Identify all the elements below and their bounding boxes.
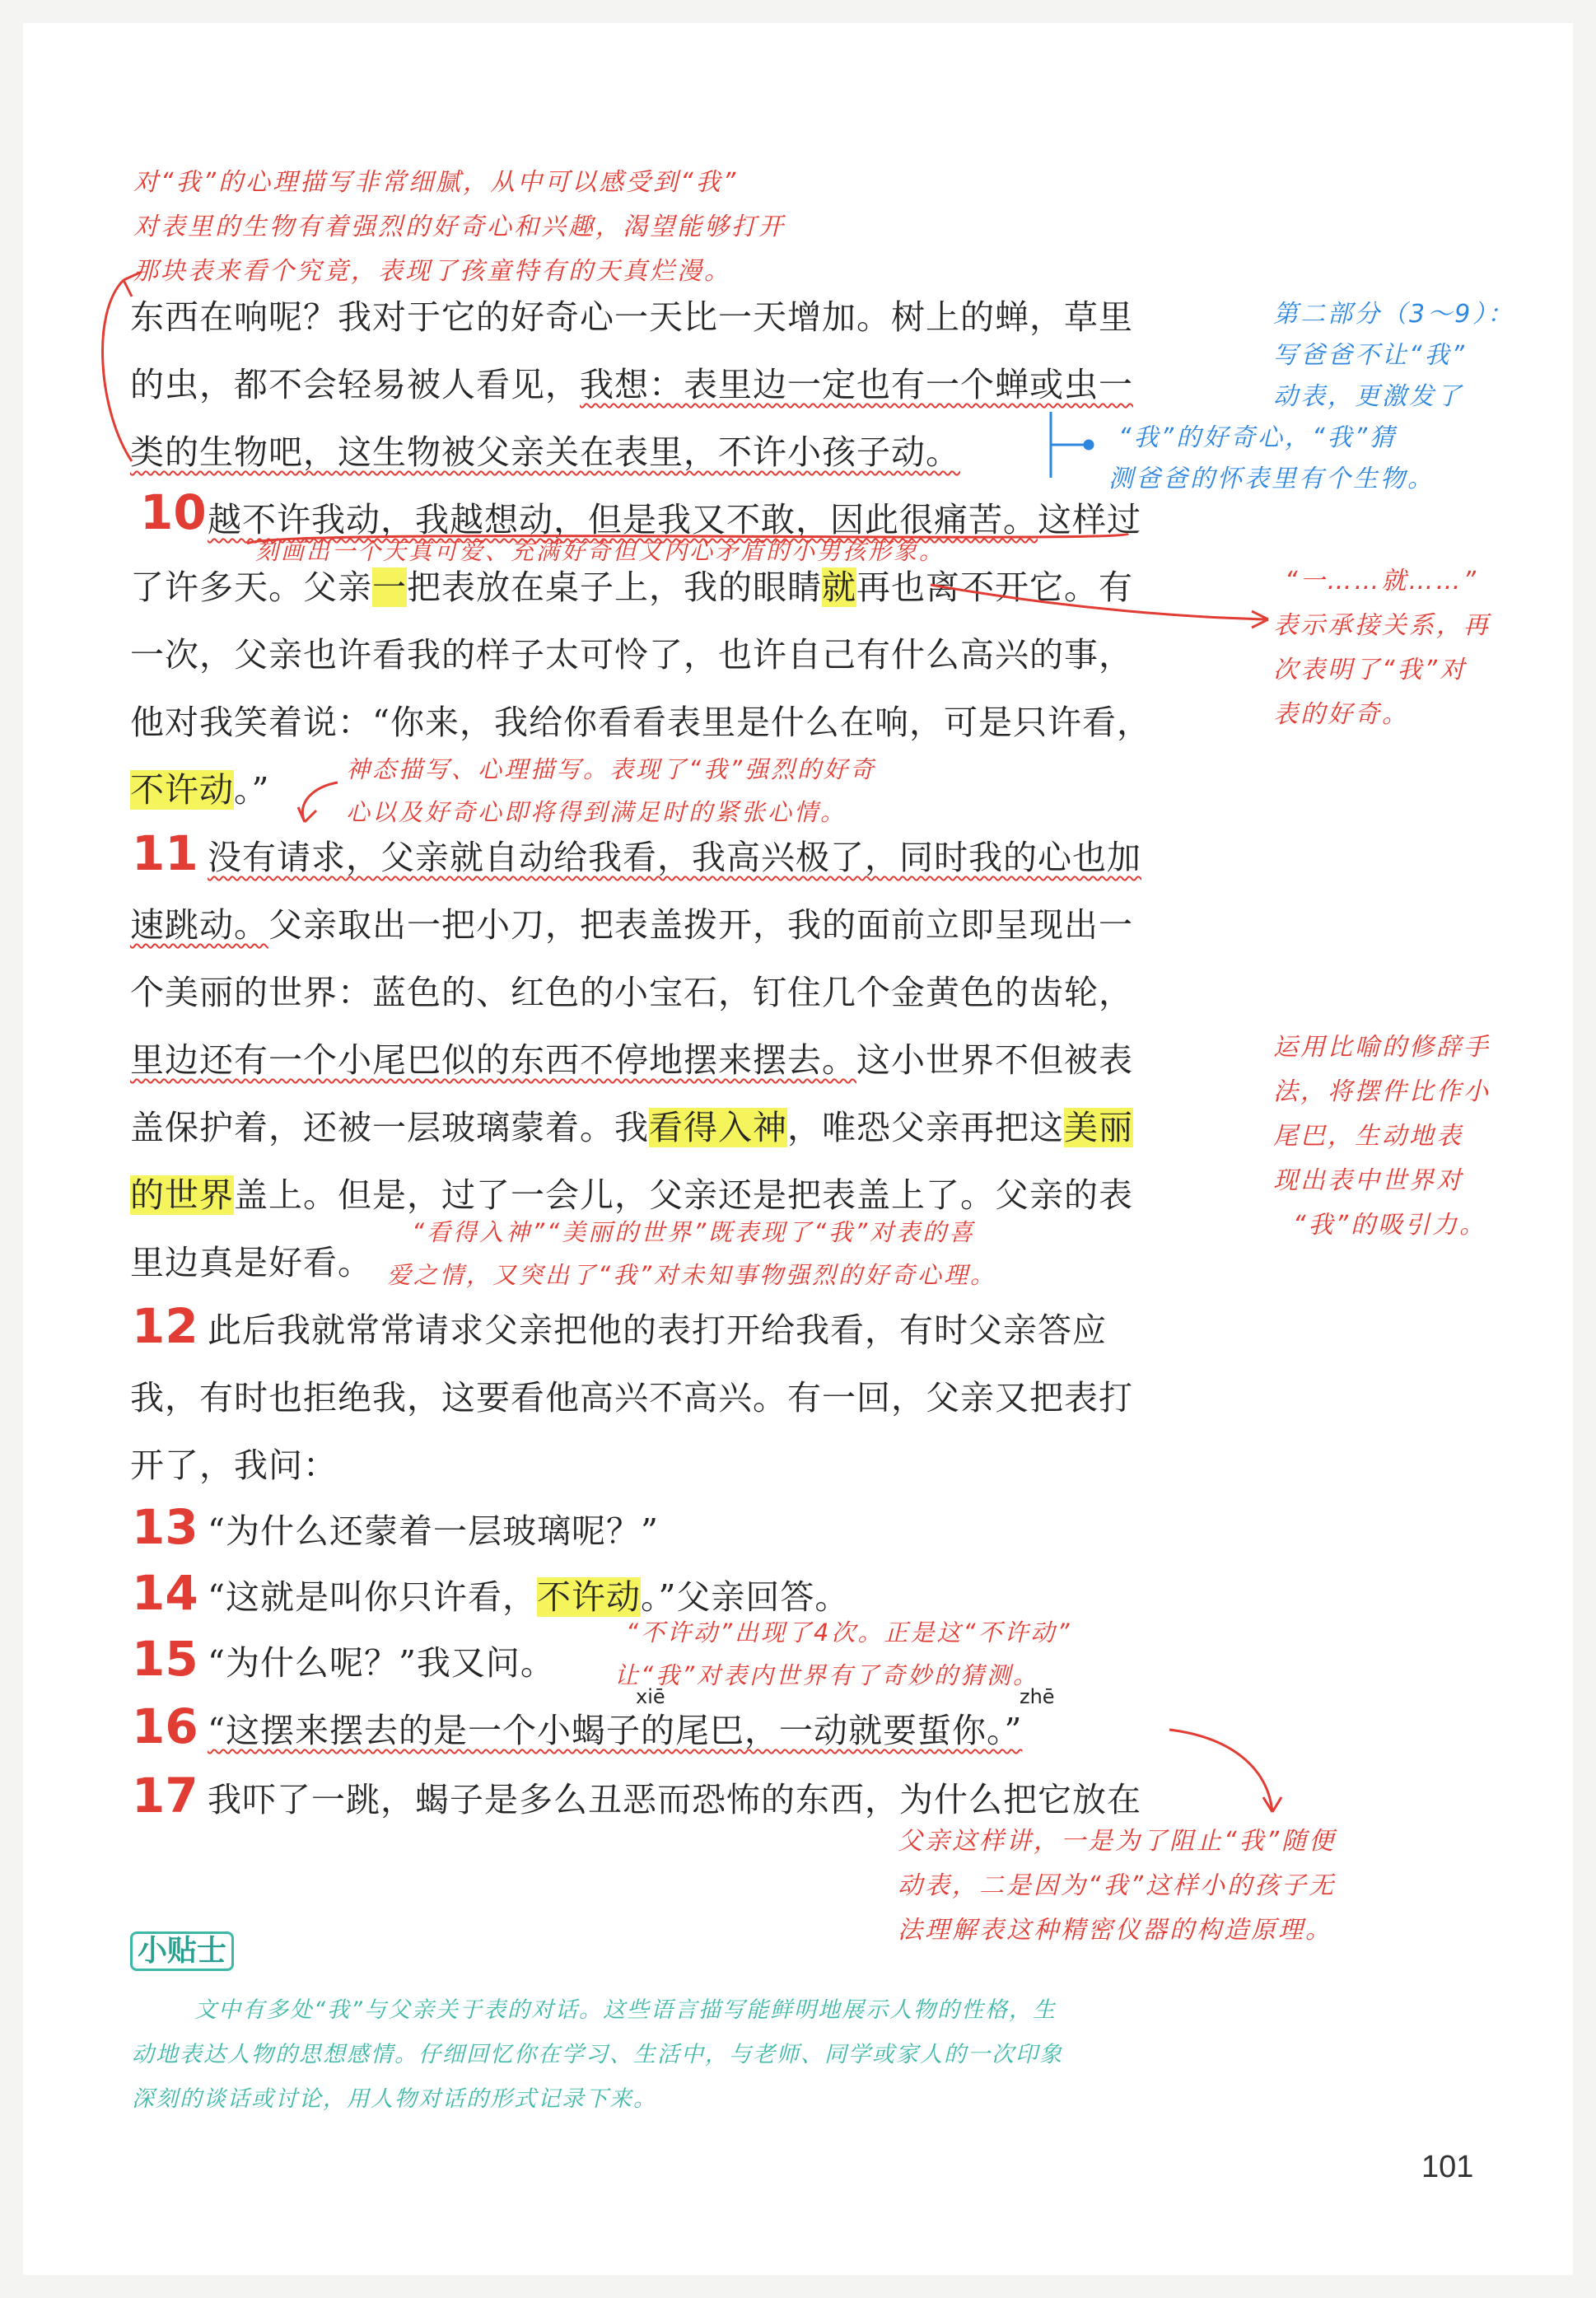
annotation-metaphor-1: 运用比喻的修辞手 xyxy=(1273,1033,1491,1062)
paragraph-17-text: 我吓了一跳，蝎子是多么丑恶而恐怖的东西，为什么把它放在 xyxy=(208,1780,1141,1819)
annotation-kande-1: “看得入神”“美丽的世界”既表现了“我”对表的喜 xyxy=(412,1218,976,1246)
bracket-part-two xyxy=(1051,412,1087,478)
annotation-top-line-3: 那块表来看个究竟，表现了孩童特有的天真烂漫。 xyxy=(133,257,731,286)
paragraph-9-line-1: 东西在响呢？我对于它的好奇心一天比一天增加。树上的蝉，草里 xyxy=(130,297,1133,337)
paragraph-number-10: 10 xyxy=(140,484,207,540)
paragraph-number-16: 16 xyxy=(132,1698,198,1754)
arrow-top-note xyxy=(103,272,142,461)
annotation-shentai-2: 心以及好奇心即将得到满足时的紧张心情。 xyxy=(346,798,847,826)
paragraph-13-text: “为什么还蒙着一层玻璃呢？” xyxy=(208,1511,659,1551)
paragraph-12-line-1: 此后我就常常请求父亲把他的表打开给我看，有时父亲答应 xyxy=(208,1310,1107,1350)
tip-line-1: 文中有多处“我”与父亲关于表的对话。这些语言描写能鲜明地展示人物的性格，生 xyxy=(194,1997,1057,2023)
paragraph-11-line-3: 个美丽的世界：蓝色的、红色的小宝石，钉住几个金黄色的齿轮， xyxy=(130,973,1133,1012)
paragraph-12-line-2: 我，有时也拒绝我，这要看他高兴不高兴。有一回，父亲又把表打 xyxy=(130,1378,1133,1418)
bracket-dot xyxy=(1085,441,1093,449)
paragraph-14-text: “这就是叫你只许看，不许动。”父亲回答。 xyxy=(208,1577,850,1617)
paragraph-number-14: 14 xyxy=(132,1565,198,1621)
pinyin-xie: xiē xyxy=(636,1685,665,1708)
annotation-father-3: 法理解表这种精密仪器的构造原理。 xyxy=(898,1916,1332,1945)
paragraph-11-line-5: 盖保护着，还被一层玻璃蒙着。我看得入神，唯恐父亲再把这美丽 xyxy=(130,1108,1133,1147)
arrow-p10-note xyxy=(247,534,1128,544)
paragraph-10-line-2: 了许多天。父亲一把表放在桌子上，我的眼睛就再也离不开它。有 xyxy=(130,567,1133,607)
arrow-father xyxy=(1169,1730,1281,1812)
paragraph-10-line-5: 不许动。” xyxy=(130,770,270,810)
paragraph-11-line-6: 的世界盖上。但是，过了一会儿，父亲还是把表盖上了。父亲的表 xyxy=(130,1175,1133,1215)
arrow-yijiu xyxy=(931,585,1268,628)
paragraph-11-line-7: 里边真是好看。 xyxy=(130,1243,372,1282)
annotation-top-line-1: 对“我”的心理描写非常细腻，从中可以感受到“我” xyxy=(133,168,739,197)
paragraph-number-11: 11 xyxy=(132,825,198,881)
paragraph-10-line-1: 越不许我动，我越想动，但是我又不敢，因此很痛苦。这样过 xyxy=(208,500,1141,539)
tip-line-3: 深刻的谈话或讨论，用人物对话的形式记录下来。 xyxy=(132,2086,657,2112)
paragraph-15-text: “为什么呢？”我又问。 xyxy=(208,1643,555,1683)
annotation-metaphor-5: “我”的吸引力。 xyxy=(1293,1211,1487,1240)
annotation-part-two-4: “我”的好奇心，“我”猜 xyxy=(1118,423,1398,452)
annotation-father-1: 父亲这样讲，一是为了阻止“我”随便 xyxy=(898,1827,1337,1856)
annotation-father-2: 动表，二是因为“我”这样小的孩子无 xyxy=(898,1871,1337,1900)
paragraph-11-line-2: 速跳动。父亲取出一把小刀，把表盖拨开，我的面前立即呈现出一 xyxy=(130,905,1133,945)
annotation-top-line-2: 对表里的生物有着强烈的好奇心和兴趣，渴望能够打开 xyxy=(133,213,786,241)
annotation-metaphor-4: 现出表中世界对 xyxy=(1273,1166,1463,1195)
arrow-shentai xyxy=(298,782,338,822)
page-number: 101 xyxy=(1421,2150,1474,2184)
paragraph-number-12: 12 xyxy=(132,1298,198,1354)
annotation-part-two-3: 动表，更激发了 xyxy=(1273,382,1463,411)
tip-line-2: 动地表达人物的思想感情。仔细回忆你在学习、生活中，与老师、同学或家人的一次印象 xyxy=(132,2042,1063,2067)
paragraph-10-line-3: 一次，父亲也许看我的样子太可怜了，也许自己有什么高兴的事， xyxy=(130,635,1133,675)
annotation-buxudong-1: “不许动”出现了4次。正是这“不许动” xyxy=(626,1618,1072,1646)
annotation-yijiu-4: 表的好奇。 xyxy=(1273,700,1409,729)
pinyin-zhe: zhē xyxy=(1020,1685,1055,1708)
annotation-p10-character: 刻画出一个天真可爱、充满好奇但又内心矛盾的小男孩形象。 xyxy=(255,538,945,565)
paragraph-11-line-1: 没有请求，父亲就自动给我看，我高兴极了，同时我的心也加 xyxy=(208,838,1141,877)
annotation-kande-2: 爱之情，又突出了“我”对未知事物强烈的好奇心理。 xyxy=(387,1261,997,1289)
paragraph-9-line-3: 类的生物吧，这生物被父亲关在表里，不许小孩子动。 xyxy=(130,432,960,472)
annotation-buxudong-2: 让“我”对表内世界有了奇妙的猜测。 xyxy=(614,1661,1040,1689)
annotation-yijiu-3: 次表明了“我”对 xyxy=(1273,656,1468,684)
annotation-metaphor-2: 法，将摆件比作小 xyxy=(1273,1077,1491,1106)
paragraph-number-13: 13 xyxy=(132,1499,198,1555)
annotation-yijiu-1: “一……就……” xyxy=(1285,567,1479,596)
paragraph-10-line-4: 他对我笑着说：“你来，我给你看看表里是什么在响，可是只许看， xyxy=(130,703,1151,742)
annotation-part-two-2: 写爸爸不让“我” xyxy=(1273,341,1468,370)
paragraph-16-text: “这摆来摆去的是一个小蝎子的尾巴，一动就要蜇你。” xyxy=(208,1711,1023,1750)
annotation-shentai-1: 神态描写、心理描写。表现了“我”强烈的好奇 xyxy=(346,755,877,783)
paragraph-number-15: 15 xyxy=(132,1631,198,1687)
paragraph-number-17: 17 xyxy=(132,1768,198,1824)
paragraph-9-line-2: 的虫，都不会轻易被人看见，我想：表里边一定也有一个蝉或虫一 xyxy=(130,365,1133,404)
tip-label: 小贴士 xyxy=(130,1931,234,1971)
annotation-part-two-1: 第二部分（3～9）： xyxy=(1273,300,1515,329)
annotation-yijiu-2: 表示承接关系，再 xyxy=(1273,611,1491,640)
annotation-metaphor-3: 尾巴，生动地表 xyxy=(1273,1122,1463,1151)
annotation-part-two-5: 测爸爸的怀表里有个生物。 xyxy=(1108,465,1435,493)
paragraph-12-line-3: 开了，我问： xyxy=(130,1446,338,1485)
paragraph-11-line-4: 里边还有一个小尾巴似的东西不停地摆来摆去。这小世界不但被表 xyxy=(130,1040,1133,1080)
